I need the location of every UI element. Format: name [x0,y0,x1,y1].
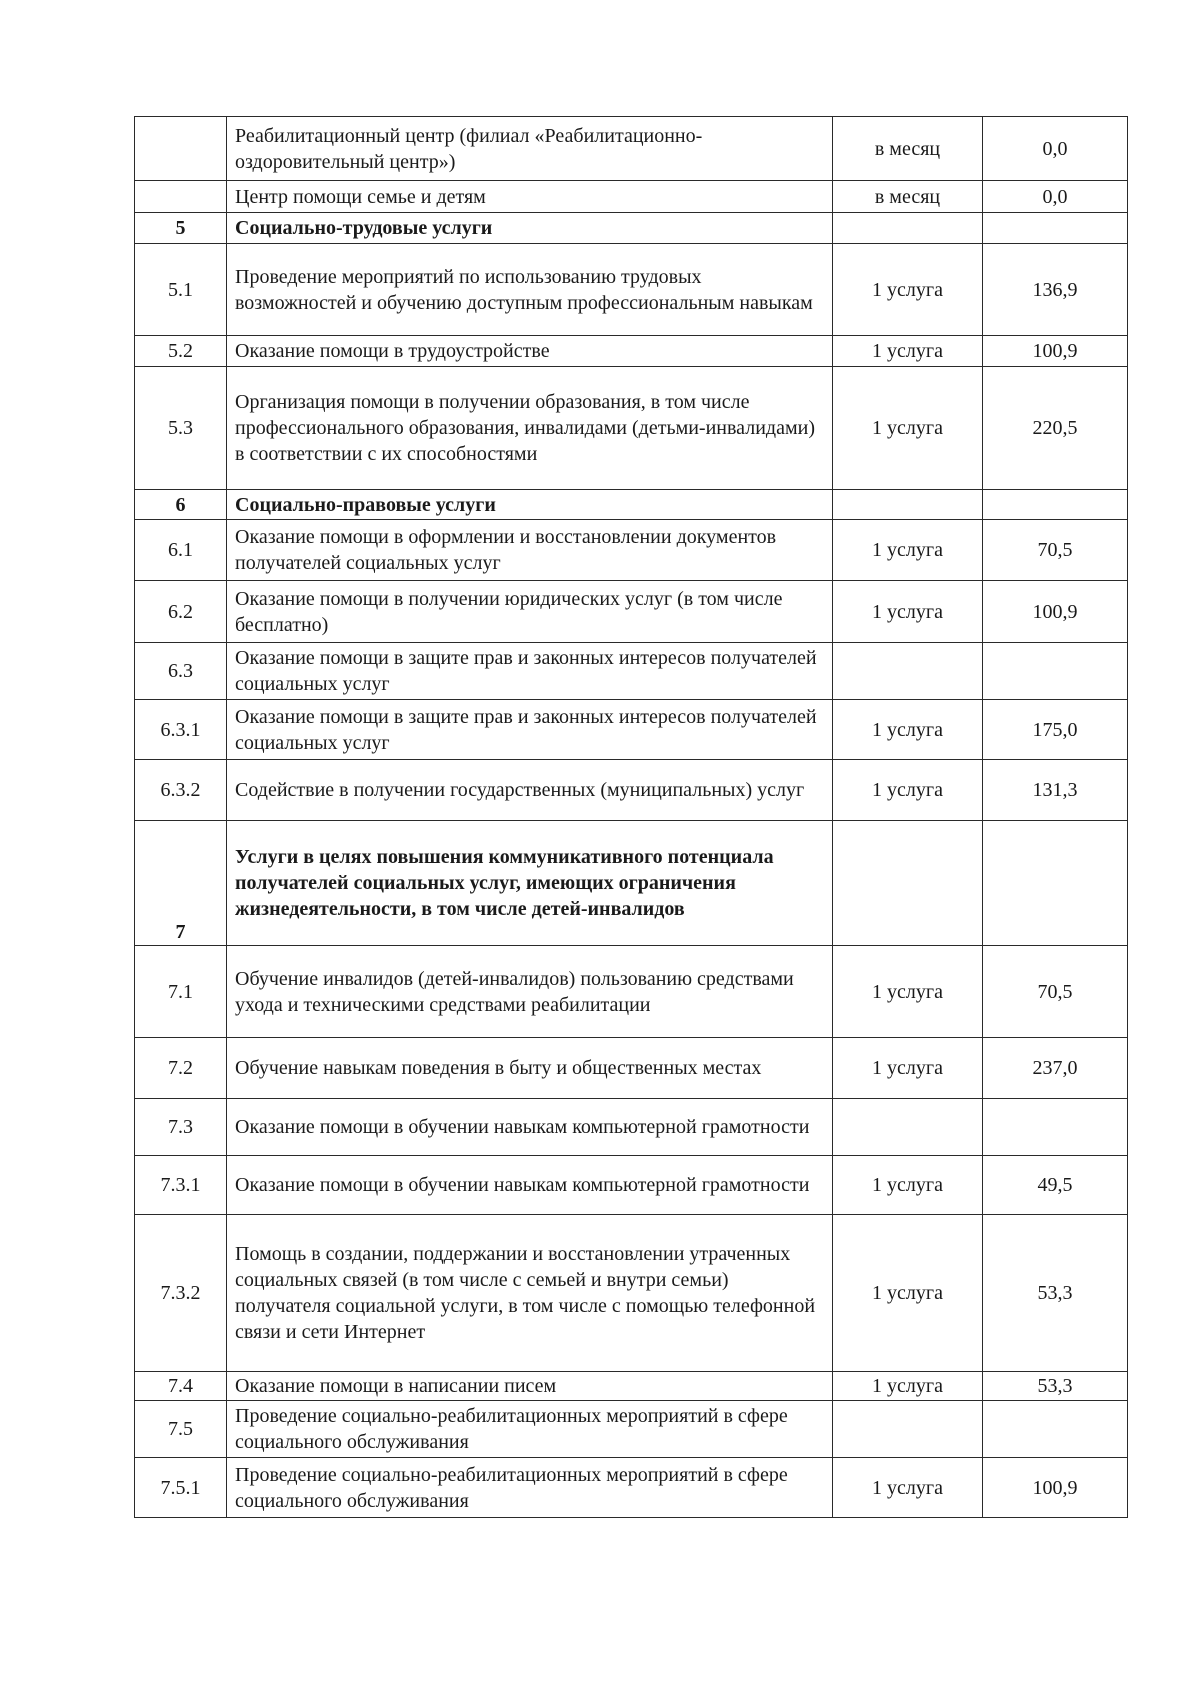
price-value [983,643,1128,700]
service-name: Проведение социально-реабилитационных мероприятий в сфере социального обслуживания [227,1401,833,1458]
price-value: 100,9 [983,1458,1128,1518]
services-price-table [134,116,1128,1518]
unit-of-measure: 1 услуга [833,760,983,821]
unit-of-measure: 1 услуга [833,1156,983,1215]
service-name: Содействие в получении государственных (муниципальных) услуг [227,760,833,821]
service-name: Реабилитационный центр (филиал «Реабилитационно-оздоровительный центр») [227,117,833,181]
service-name: Организация помощи в получении образования, в том числе профессионального образования, инвалидами (детьми-инвалидами) в соответствии с их способностями [227,367,833,490]
section-header-row [135,490,1128,520]
unit-of-measure: в месяц [833,181,983,213]
unit-of-measure: в месяц [833,117,983,181]
row-number: 6.1 [135,520,227,581]
price-value: 53,3 [983,1215,1128,1372]
table-row [135,1156,1128,1215]
price-value: 53,3 [983,1372,1128,1401]
row-number: 7.3.1 [135,1156,227,1215]
price-value [983,213,1128,244]
table-row [135,1099,1128,1156]
table-row [135,1401,1128,1458]
row-number: 6.3.2 [135,760,227,821]
section-title: Социально-правовые услуги [227,490,833,520]
section-title: Услуги в целях повышения коммуникативного потенциала получателей социальных услуг, имеющих ограничения жизнедеятельности, в том числе детей-инвалидов [227,821,833,946]
price-value [983,490,1128,520]
section-number: 5 [135,213,227,244]
unit-of-measure [833,821,983,946]
row-number: 6.2 [135,581,227,643]
price-value: 136,9 [983,244,1128,336]
unit-of-measure: 1 услуга [833,1372,983,1401]
row-number [135,181,227,213]
table-row [135,760,1128,821]
row-number: 6.3 [135,643,227,700]
table-row [135,643,1128,700]
service-name: Проведение мероприятий по использованию трудовых возможностей и обучению доступным профессиональным навыкам [227,244,833,336]
row-number: 7.3.2 [135,1215,227,1372]
table-row [135,520,1128,581]
unit-of-measure: 1 услуга [833,700,983,760]
service-name: Оказание помощи в обучении навыкам компьютерной грамотности [227,1156,833,1215]
service-name: Оказание помощи в обучении навыкам компьютерной грамотности [227,1099,833,1156]
service-name: Оказание помощи в оформлении и восстановлении документов получателей социальных услуг [227,520,833,581]
service-name: Оказание помощи в написании писем [227,1372,833,1401]
price-value: 100,9 [983,581,1128,643]
unit-of-measure: 1 услуга [833,367,983,490]
price-value: 70,5 [983,520,1128,581]
row-number: 5.1 [135,244,227,336]
table-row [135,1215,1128,1372]
service-name: Центр помощи семье и детям [227,181,833,213]
unit-of-measure: 1 услуга [833,1215,983,1372]
price-value [983,821,1128,946]
unit-of-measure [833,643,983,700]
unit-of-measure [833,213,983,244]
price-value [983,1401,1128,1458]
price-value: 175,0 [983,700,1128,760]
section-title: Социально-трудовые услуги [227,213,833,244]
service-name: Проведение социально-реабилитационных мероприятий в сфере социального обслуживания [227,1458,833,1518]
table-row [135,946,1128,1038]
price-value: 237,0 [983,1038,1128,1099]
unit-of-measure: 1 услуга [833,946,983,1038]
unit-of-measure: 1 услуга [833,581,983,643]
table-row [135,1038,1128,1099]
unit-of-measure [833,1401,983,1458]
section-header-row [135,213,1128,244]
price-value: 0,0 [983,181,1128,213]
section-number: 7 [135,821,227,946]
section-number: 6 [135,490,227,520]
service-name: Оказание помощи в защите прав и законных интересов получателей социальных услуг [227,700,833,760]
price-value: 0,0 [983,117,1128,181]
table-row [135,244,1128,336]
price-value [983,1099,1128,1156]
table-row [135,117,1128,181]
section-header-row [135,821,1128,946]
row-number: 7.5 [135,1401,227,1458]
unit-of-measure: 1 услуга [833,244,983,336]
service-name: Оказание помощи в трудоустройстве [227,336,833,367]
price-value: 49,5 [983,1156,1128,1215]
unit-of-measure [833,1099,983,1156]
table-row [135,700,1128,760]
unit-of-measure [833,490,983,520]
unit-of-measure: 1 услуга [833,336,983,367]
unit-of-measure: 1 услуга [833,520,983,581]
price-value: 131,3 [983,760,1128,821]
table-row [135,1372,1128,1401]
service-name: Обучение инвалидов (детей-инвалидов) пользованию средствами ухода и техническими средствами реабилитации [227,946,833,1038]
service-name: Оказание помощи в защите прав и законных интересов получателей социальных услуг [227,643,833,700]
table-row [135,367,1128,490]
row-number [135,117,227,181]
row-number: 7.1 [135,946,227,1038]
unit-of-measure: 1 услуга [833,1038,983,1099]
row-number: 7.3 [135,1099,227,1156]
table-row [135,336,1128,367]
row-number: 6.3.1 [135,700,227,760]
service-name: Оказание помощи в получении юридических услуг (в том числе бесплатно) [227,581,833,643]
price-value: 220,5 [983,367,1128,490]
price-value: 100,9 [983,336,1128,367]
table-row [135,1458,1128,1518]
table-row [135,181,1128,213]
row-number: 7.2 [135,1038,227,1099]
table-row [135,581,1128,643]
price-value: 70,5 [983,946,1128,1038]
service-name: Помощь в создании, поддержании и восстановлении утраченных социальных связей (в том числе с семьей и внутри семьи) получателя социальной услуги, в том числе с помощью телефонной связи и сети Интернет [227,1215,833,1372]
row-number: 5.3 [135,367,227,490]
row-number: 5.2 [135,336,227,367]
unit-of-measure: 1 услуга [833,1458,983,1518]
service-name: Обучение навыкам поведения в быту и общественных местах [227,1038,833,1099]
row-number: 7.4 [135,1372,227,1401]
row-number: 7.5.1 [135,1458,227,1518]
